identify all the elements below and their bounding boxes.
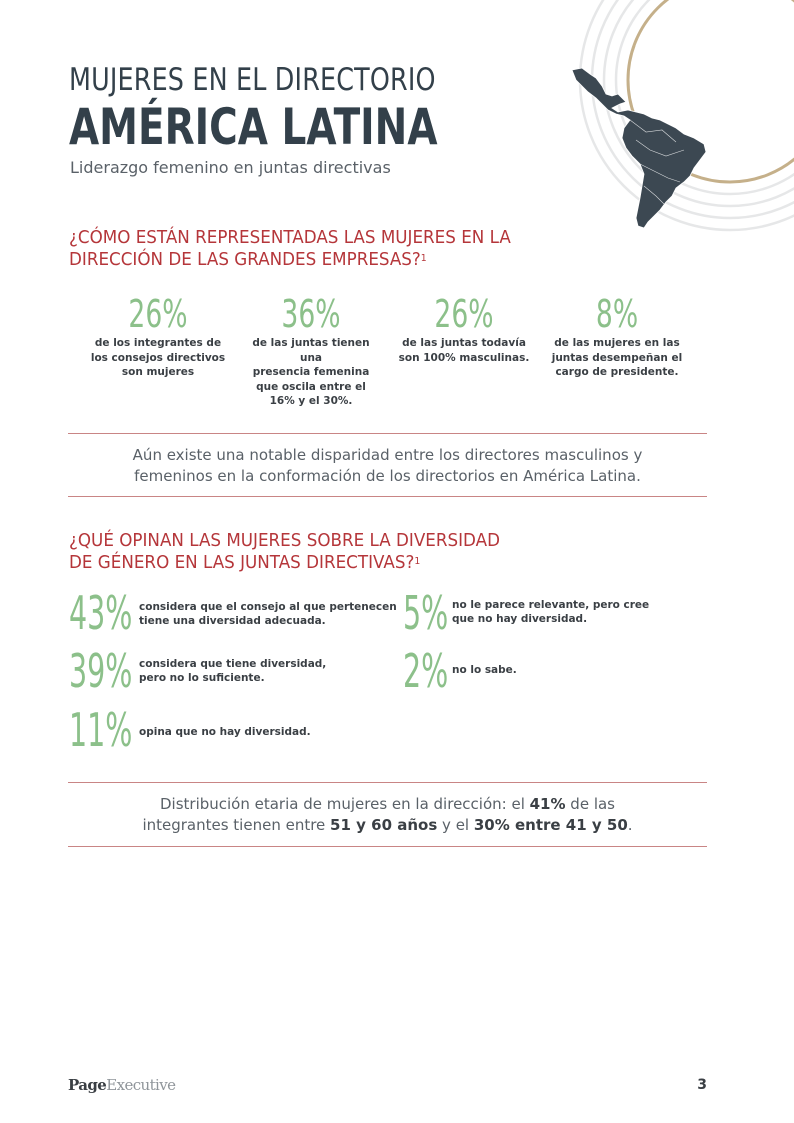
- callout-text: Distribución etaria de mujeres en la dirección: el: [159, 795, 530, 813]
- age-distribution-callout: [68, 794, 707, 836]
- opinion-value: 5%: [403, 586, 449, 640]
- opinion-line: no lo sabe.: [452, 664, 517, 676]
- stat-item: [547, 292, 687, 380]
- stat-description: [547, 336, 687, 380]
- section1-heading-line1: ¿CÓMO ESTÁN REPRESENTADAS LAS MUJERES EN LA: [69, 227, 511, 248]
- divider: [68, 846, 707, 847]
- opinion-text: [452, 663, 517, 677]
- opinion-line: pero no lo suficiente.: [139, 672, 265, 684]
- logo-part: Page: [68, 1076, 107, 1094]
- section1-heading-line2: DIRECCIÓN DE LAS GRANDES EMPRESAS?: [69, 249, 421, 270]
- stat-value: 8%: [595, 292, 639, 336]
- disparity-callout: [68, 445, 707, 487]
- logo-part: Executive: [106, 1076, 176, 1094]
- page-title-line1: MUJERES EN EL DIRECTORIO: [69, 62, 436, 98]
- stat-value: 26%: [128, 292, 188, 336]
- map-shape: [572, 68, 706, 228]
- stat-line: juntas desempeñan el: [551, 351, 683, 364]
- stat-line: de los integrantes de: [94, 337, 222, 349]
- stat-value: 26%: [434, 292, 494, 336]
- opinion-value: 2%: [403, 644, 449, 698]
- stat-line: de las juntas todavía: [402, 337, 526, 349]
- callout-line: femeninos en la conformación de los directorios en América Latina.: [134, 467, 641, 485]
- stat-description: [394, 336, 534, 365]
- opinion-text: [452, 598, 649, 626]
- section2-heading-line1: ¿QUÉ OPINAN LAS MUJERES SOBRE LA DIVERSIDAD: [69, 530, 501, 551]
- callout-highlight: 51 y 60 años: [330, 816, 438, 834]
- stat-item: [241, 292, 381, 409]
- page-title-line2: AMÉRICA LATINA: [69, 98, 438, 156]
- callout-line: Aún existe una notable disparidad entre los directores masculinos y: [132, 446, 643, 464]
- opinion-line: considera que el consejo al que pertenecen: [139, 601, 397, 613]
- opinion-line: no le parece relevante, pero cree: [452, 599, 650, 611]
- stat-line: de las juntas tienen una: [252, 337, 370, 364]
- stat-line: los consejos directivos: [90, 351, 226, 364]
- stat-line: cargo de presidente.: [555, 366, 679, 378]
- callout-highlight: 41%: [529, 795, 566, 813]
- stat-line: son mujeres: [121, 366, 195, 378]
- divider: [68, 496, 707, 497]
- stat-line: 16% y el 30%.: [269, 395, 353, 407]
- opinion-line: considera que tiene diversidad,: [139, 658, 327, 670]
- page-subtitle: Liderazgo femenino en juntas directivas: [70, 158, 391, 177]
- opinion-line: que no hay diversidad.: [452, 613, 588, 625]
- opinion-text: [139, 657, 326, 685]
- stat-value: 36%: [281, 292, 341, 336]
- section1-heading: [69, 227, 511, 271]
- section2-heading: [69, 530, 500, 574]
- callout-text: de las: [565, 795, 615, 813]
- opinion-text: [139, 725, 311, 739]
- opinion-line: tiene una diversidad adecuada.: [139, 615, 326, 627]
- stat-description: [88, 336, 228, 380]
- footnote-marker: 1: [414, 556, 421, 567]
- stat-line: que oscila entre el: [256, 380, 366, 393]
- stat-item: [88, 292, 228, 380]
- opinion-value: 43%: [69, 586, 133, 640]
- callout-text: .: [627, 816, 633, 834]
- stat-description: [241, 336, 381, 409]
- page-executive-logo: [68, 1076, 175, 1094]
- latin-america-map-graphic: [540, 0, 794, 260]
- opinion-text: [139, 600, 397, 628]
- divider: [68, 782, 707, 783]
- divider: [68, 433, 707, 434]
- opinion-value: 11%: [69, 703, 133, 757]
- stat-line: de las mujeres en las: [554, 337, 680, 349]
- page-number: 3: [697, 1077, 707, 1093]
- callout-text: y el: [437, 816, 474, 834]
- footnote-marker: 1: [420, 253, 427, 264]
- stat-line: presencia femenina: [252, 366, 370, 378]
- callout-highlight: 30% entre 41 y 50: [473, 816, 628, 834]
- stat-item: [394, 292, 534, 365]
- callout-text: integrantes tienen entre: [142, 816, 331, 834]
- opinion-line: opina que no hay diversidad.: [139, 726, 311, 738]
- section2-heading-line2: DE GÉNERO EN LAS JUNTAS DIRECTIVAS?: [69, 552, 415, 573]
- stat-line: son 100% masculinas.: [398, 351, 530, 364]
- opinion-value: 39%: [69, 644, 133, 698]
